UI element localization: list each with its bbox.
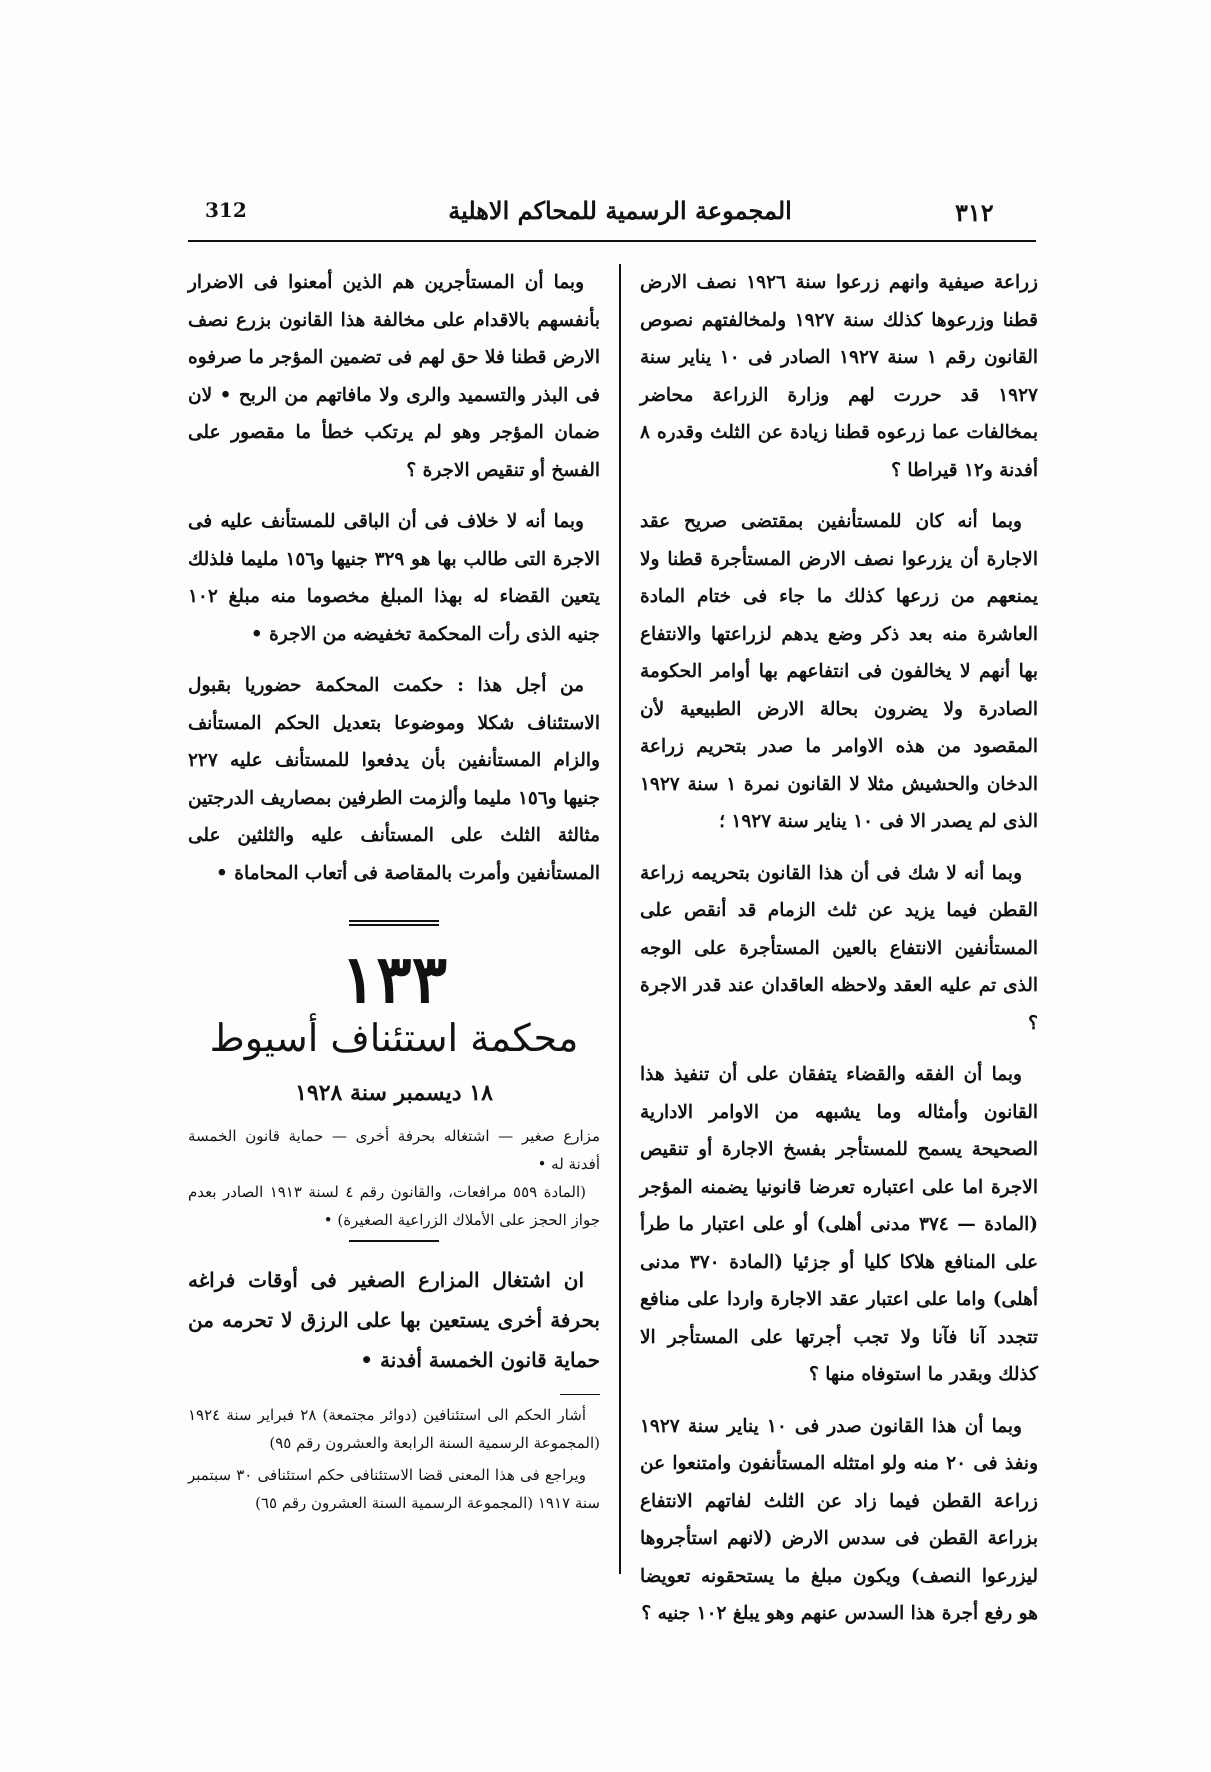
paragraph: وبما أن المستأجرين هم الذين أمعنوا فى الاضرار بأنفسهم بالاقدام على مخالفة هذا القانون بزرع نصف الارض قطنا فلا حق لهم فى تضمين المؤجر ما صرفوه فى البذر والتسميد والرى ولا مافاتهم من الربح • لان ضمان المؤجر وهو لم يرتكب خطأ ما مقصور على الفسخ أو تنقيص الاجرة ؟	[188, 272, 600, 481]
paragraph: زراعة صيفية وانهم زرعوا سنة ١٩٢٦ نصف الارض قطنا وزرعوها كذلك سنة ١٩٢٧ ولمخالفتهم نصوص القانون رقم ١ سنة ١٩٢٧ الصادر فى ١٠ يناير سنة ١٩٢٧ قد حررت لهم وزارة الزراعة محاضر بمخالفات عما زرعوه قطنا زيادة عن الثلث وقدره ٨ أفدنة و١٢ قيراطا ؟	[640, 272, 1039, 481]
paragraph: وبما أن الفقه والقضاء يتفقان على أن تنفيذ هذا القانون وأمثاله وما يشبهه من الاوامر الادارية الصحيحة يسمح للمستأجر بفسخ الاجارة أو تنقيص الاجرة اما على اعتباره تعرضا قانونيا يضمنه المؤجر (المادة — ٣٧٤ مدنى أهلى) أو على اعتبار ما طرأ على المنافع هلاكا كليا أو جزئيا (المادة ٣٧٠ مدنى أهلى) واما على اعتبار عقد الاجارة واردا على منافع تتجدد آنا فآنا ولا تجب أجرتها على المستأجر الا كذلك وبقدر ما استوفاه منها ؟	[640, 1064, 1039, 1385]
paragraph: وبما أنه كان للمستأنفين بمقتضى صريح عقد الاجارة أن يزرعوا نصف الارض المستأجرة قطنا ولا يمنعهم من زرعها كذلك ما جاء فى ختام المادة العاشرة منه بعد ذكر وضع يدهم لزراعتها والانتفاع بها أنهم لا يخالفون فى انتفاعهم بها أوامر الحكومة الصادرة ولا يضرون بحالة الارض الطبيعية لأن المقصود من هذه الاوامر ما صدر بتحريم زراعة الدخان والحشيش مثلا لا القانون نمرة ١ سنة ١٩٢٧ الذى لم يصدر الا فى ١٠ يناير سنة ١٩٢٧ ؛	[640, 511, 1038, 832]
paragraph: وبما أنه لا شك فى أن هذا القانون بتحريمه زراعة القطن فيما يزيد عن ثلث الزمام قد أنقص على المستأنفين الانتفاع بالعين المستأجرة على الوجه الذى تم عليه العقد ولاحظه العاقدان عند قدر الاجرة ؟	[640, 862, 1038, 1034]
paragraph: من أجل هذا : حكمت المحكمة حضوريا بقبول الاستئناف شكلا وموضوعا بتعديل الحكم المستأنف والزام المستأنفين بأن يدفعوا للمستأنف عليه ٢٢٧ جنيها و١٥٦ مليما وألزمت الطرفين بمصاريف الدرجتين مثالثة الثلث على المستأنف عليه والثلثين على المستأنفين وأمرت بالمقاصة فى أتعاب المحاماة •	[188, 675, 600, 884]
column-divider	[619, 264, 621, 1574]
right-column	[640, 264, 1038, 1647]
header-rule	[188, 240, 1036, 242]
section-separator	[349, 920, 439, 926]
case-keywords: مزارع صغير — اشتغاله بحرفة أخرى — حماية قانون الخمسة أفدنة له •	[188, 1127, 600, 1173]
footnote: ويراجع فى هذا المعنى قضا الاستئنافى حكم استئنافى ٣٠ سبتمبر سنة ١٩١٧ (المجموعة الرسمية السنة العشرون رقم ٦٥)	[188, 1466, 600, 1512]
page-number-arabic: ٣١٢	[955, 198, 994, 227]
court-name: محكمة استئناف أسيوط	[209, 1016, 579, 1060]
page-number-latin: 312	[205, 198, 247, 222]
paragraph: وبما أنه لا خلاف فى أن الباقى للمستأنف عليه فى الاجرة التى طالب بها هو ٣٢٩ جنيها و١٥٦ مليما فلذلك يتعين القضاء له بهذا المبلغ مخصوما منه مبلغ ١٠٢ جنيه الذى رأت المحكمة تخفيضه من الاجرة •	[188, 511, 600, 645]
footnote-rule	[560, 1394, 600, 1395]
paragraph: وبما أن هذا القانون صدر فى ١٠ يناير سنة ١٩٢٧ ونفذ فى ٢٠ منه ولو امتثله المستأنفون وامتنعوا عن زراعة القطن فيما زاد عن الثلث لفاتهم الانتفاع بزراعة القطن فى سدس الارض (لانهم استأجروها ليزرعوا النصف) ويكون مبلغ ما يستحقونه تعويضا هو رفع أجرة هذا السدس عنهم وهو يبلغ ١٠٢ جنيه ؟	[640, 1415, 1039, 1624]
footnote: أشار الحكم الى استئنافين (دوائر مجتمعة) ٢٨ فبراير سنة ١٩٢٤ (المجموعة الرسمية السنة الرابعة والعشرون رقم ٩٥)	[188, 1406, 600, 1452]
short-rule	[349, 1240, 439, 1242]
running-title: المجموعة الرسمية للمحاكم الاهلية	[448, 196, 792, 225]
case-number: ١٣٣	[340, 940, 448, 1018]
left-column	[188, 264, 600, 1521]
case-articles: (المادة ٥٥٩ مرافعات، والقانون رقم ٤ لسنة ١٩١٣ الصادر بعدم جواز الحجز على الأملاك الزراعية الصغيرة) •	[188, 1183, 600, 1229]
case-date: ١٨ ديسمبر سنة ١٩٢٨	[295, 1080, 493, 1106]
legal-principle: ان اشتغال المزارع الصغير فى أوقات فراغه بحرفة أخرى يستعين بها على الرزق لا تحرمه من حماية قانون الخمسة أفدنة •	[188, 1268, 600, 1372]
